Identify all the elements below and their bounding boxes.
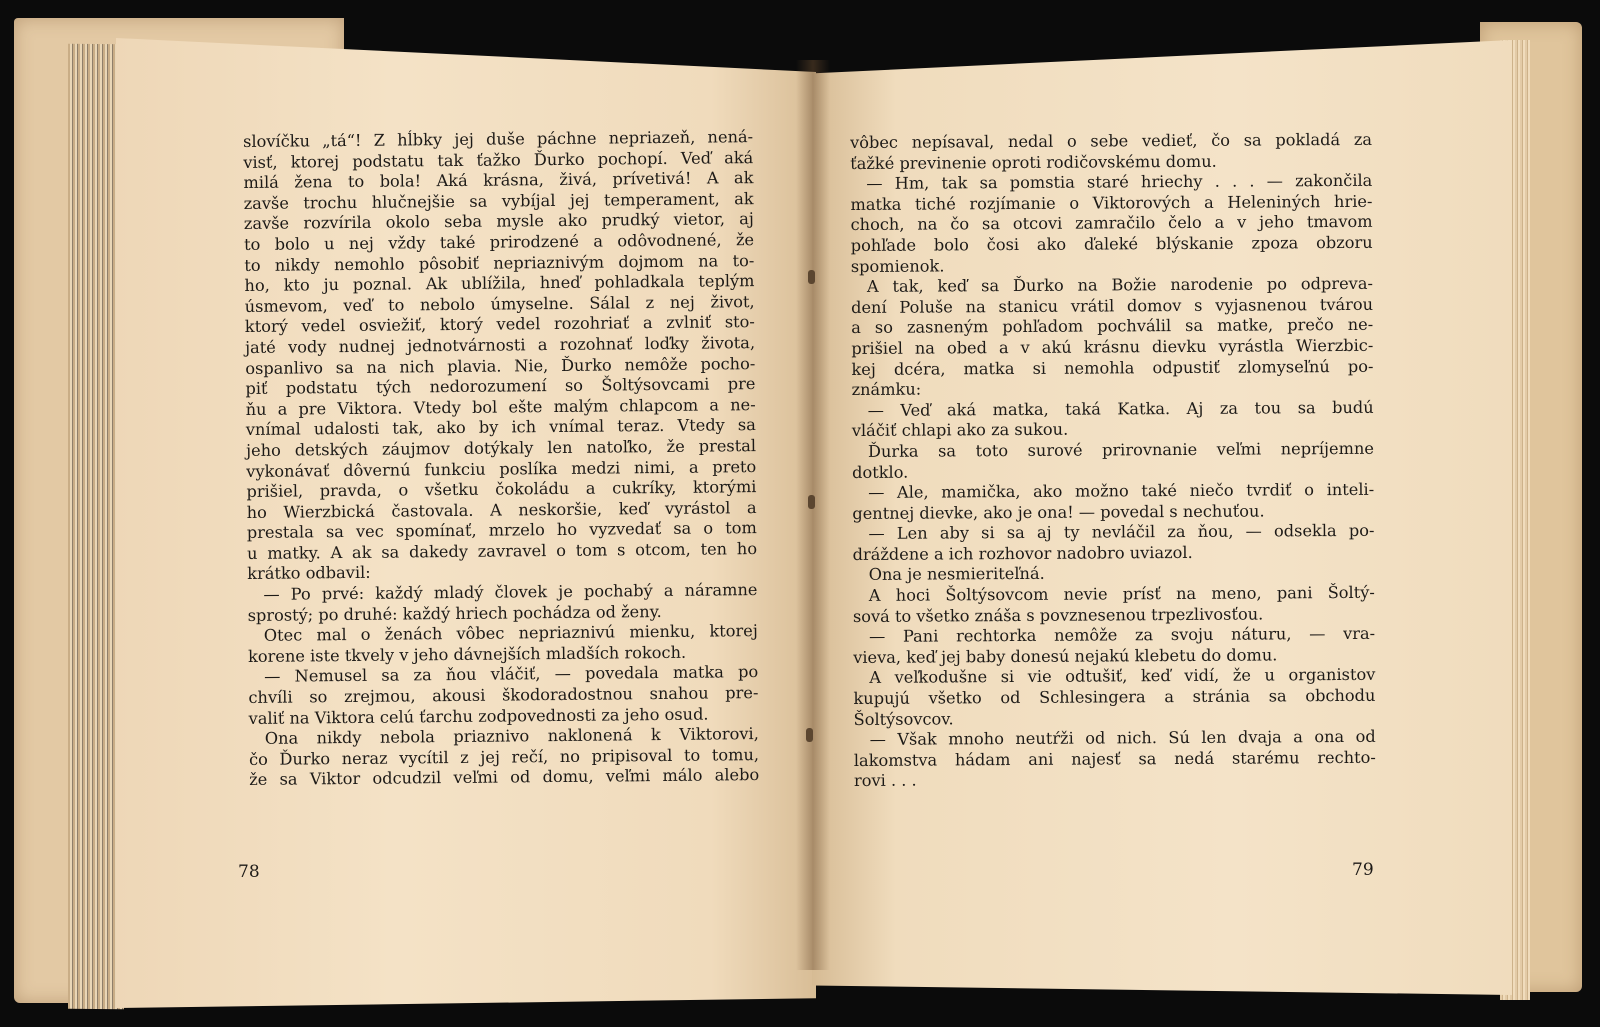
text-line: známku: xyxy=(851,379,922,400)
text-line: spomienok. xyxy=(850,255,945,276)
text-line: prišiel na obed a v akú krásnu dievku vyrástla Wierzbic- xyxy=(851,335,1374,358)
book-gutter xyxy=(796,60,830,970)
text-line: matka tiché rozjímanie o Viktorových a Heleniných hrie- xyxy=(850,191,1373,214)
text-line: kej dcéra, matka si nemohla odpustiť zlomyseľnú po- xyxy=(851,356,1374,379)
text-line: A tak, keď sa Ďurko na Božie narodenie po odpreva- xyxy=(866,273,1373,297)
text-line: čo Ďurko neraz vycítil z jej rečí, no pripisoval to tomu, xyxy=(248,744,760,769)
text-line: — Len aby si sa aj ty nevláčil za ňou, — odsekla po- xyxy=(868,521,1375,544)
text-line: vôbec nepísaval, nedal o sebe vedieť, čo sa pokladá za xyxy=(850,129,1373,152)
text-line: vnímal udalosti tak, ako by ich vnímal teraz. Vtedy sa xyxy=(245,415,756,440)
text-line: slovíčku „tá“! Z hĺbky jej duše páchne nepriazeň, nená- xyxy=(243,127,754,151)
text-line: — Však mnoho neutŕži od nich. Sú len dvaja a ona od xyxy=(869,727,1376,750)
text-line: piť podstatu tých nedorozumení so Šoltýsovcami pre xyxy=(245,374,756,399)
text-line: Šoltýsovcov. xyxy=(853,709,954,729)
text-line: ho, kto ju poznal. Ak ublížila, hneď pohladkala teplým xyxy=(244,271,755,296)
text-line: u matky. A ak sa dakedy zavravel o tom s otcom, ten ho xyxy=(246,538,758,563)
text-line: a so zasneným pohľadom pochválil sa matke, prečo ne- xyxy=(851,315,1374,338)
text-line: milá žena to bola! Aká krásna, živá, prívetivá! A ak xyxy=(243,168,754,193)
binding-hole xyxy=(808,270,815,284)
text-line: lakomstva hádam ani najesť sa nedá starému rechto- xyxy=(853,747,1376,770)
text-line: to nikdy nemohlo pôsobiť nepriaznivým dojmom na to- xyxy=(244,250,755,275)
text-line: gentnej dievke, ako je ona! — povedal s nechuťou. xyxy=(852,501,1265,523)
binding-hole xyxy=(806,728,813,742)
page-number-right: 79 xyxy=(1352,860,1374,880)
text-line: Ona nikdy nebola priaznivo naklonená k Viktorovi, xyxy=(264,724,759,749)
text-line: prišiel, pravda, o všetku čokoládu a cukríky, ktorými xyxy=(246,477,757,502)
text-line: sová to všetko znáša s povznesenou trpezlivosťou. xyxy=(852,604,1264,626)
text-line: sprostý; po druhé: každý hriech pochádza od ženy. xyxy=(247,601,662,625)
binding-hole xyxy=(808,495,815,509)
text-line: jeho detských záujmov dotýkaly len natoľko, že prestal xyxy=(245,435,757,460)
text-line: chvíli so zrejmou, akousi škodoradostnou snahou pre- xyxy=(248,683,759,708)
text-line: to bolo u nej vždy také prirodzené a odôvodnené, že xyxy=(243,230,755,254)
text-line: prestala sa vec spomínať, mrzelo ho vyzvedať sa o tom xyxy=(246,518,757,543)
text-line: pohľade bolo čosi ako ďaleké blýskanie zpoza obzoru xyxy=(850,232,1373,255)
text-line: vieva, keď jej baby donesú nejakú klebetu do domu. xyxy=(853,645,1278,667)
text-line: jaté vody nudnej jednotvárnosti a rozohnať loďky života, xyxy=(244,333,756,357)
text-line: Ona je nesmieriteľná. xyxy=(868,564,1045,585)
text-line: — Pani rechtorka nemôže za svoju náturu, — vra- xyxy=(869,624,1376,647)
text-line: — Ale, mamička, ako možno také niečo tvrdiť o inteli- xyxy=(868,479,1375,502)
text-line: ťažké previnenie oproti rodičovskému domu. xyxy=(850,151,1217,173)
right-page-text xyxy=(850,130,1376,792)
text-line: dení Poluše na stanicu vrátil domov s vyjasnenou tvárou xyxy=(851,294,1374,317)
text-line: choch, na čo sa otcovi zamračilo čelo a v jeho tmavom xyxy=(850,212,1373,235)
text-line: kupujú všetko od Schlesingera a stránia sa obchodu xyxy=(853,685,1376,709)
text-line: ňu a pre Viktora. Vtedy bol ešte malým chlapcom a ne- xyxy=(245,394,756,419)
text-line: ktorý vedel osviežiť, ktorý vedel rozohriať a zvlniť sto- xyxy=(244,312,755,337)
page-number-left: 78 xyxy=(238,862,260,882)
text-line: — Veď aká matka, taká Katka. Aj za tou sa budú xyxy=(867,397,1374,420)
text-line: zavše rozvírila okolo seba mysle ako prudký vietor, aj xyxy=(243,209,754,234)
text-line: Otec mal o ženách vôbec nepriaznivú mienku, ktorej xyxy=(263,621,758,646)
text-line: ho Wierzbická častovala. A neskoršie, keď vyrástol a xyxy=(246,497,757,522)
text-line: korene iste tkvely v jeho dávnejších mladších rokoch. xyxy=(247,642,687,666)
text-line: — Hm, tak sa pomstia staré hriechy . . . — zakončila xyxy=(866,170,1373,194)
text-line: vláčiť chlapi ako za sukou. xyxy=(851,419,1069,441)
text-line: zavše trochu hlučnejšie sa vybíjal jej temperament, ak xyxy=(243,188,754,213)
text-line: úsmevom, veď to nebolo úmyselne. Sálal z nej život, xyxy=(244,291,755,316)
page-edges-left xyxy=(68,44,124,1009)
text-line: Ďurka sa toto surové prirovnanie veľmi nepríjemne xyxy=(867,438,1374,461)
text-line: rovi . . . xyxy=(853,771,917,791)
text-line: A hoci Šoltýsovcom nevie prísť na meno, pani Šoltý- xyxy=(868,582,1375,605)
left-page-text xyxy=(243,127,759,791)
text-line: ospanlivo sa na nich plavia. Nie, Ďurko nemôže pocho- xyxy=(245,353,756,378)
text-line: — Po prvé: každý mladý človek je pochabý a náramne xyxy=(263,580,758,604)
text-line: visť, ktorej podstatu tak ťažko Ďurko pochopí. Veď aká xyxy=(243,147,754,172)
text-line: dotklo. xyxy=(852,462,909,482)
text-line: — Nemusel sa za ňou vláčiť, — povedala matka po xyxy=(264,662,759,687)
text-line: krátko odbavil: xyxy=(247,563,371,584)
text-line: A veľkodušne si vie odtušiť, keď vidí, že u organistov xyxy=(869,665,1376,688)
text-line: vykonávať dôvernú funkciu poslíka medzi nimi, a preto xyxy=(246,456,757,481)
text-line: že sa Viktor odcudzil veľmi od domu, veľmi málo alebo xyxy=(249,765,760,790)
text-line: valiť na Viktora celú ťarchu zodpovednosti za jeho osud. xyxy=(248,704,709,728)
text-line: dráždene a ich rozhovor nadobro uviazol. xyxy=(852,542,1193,564)
